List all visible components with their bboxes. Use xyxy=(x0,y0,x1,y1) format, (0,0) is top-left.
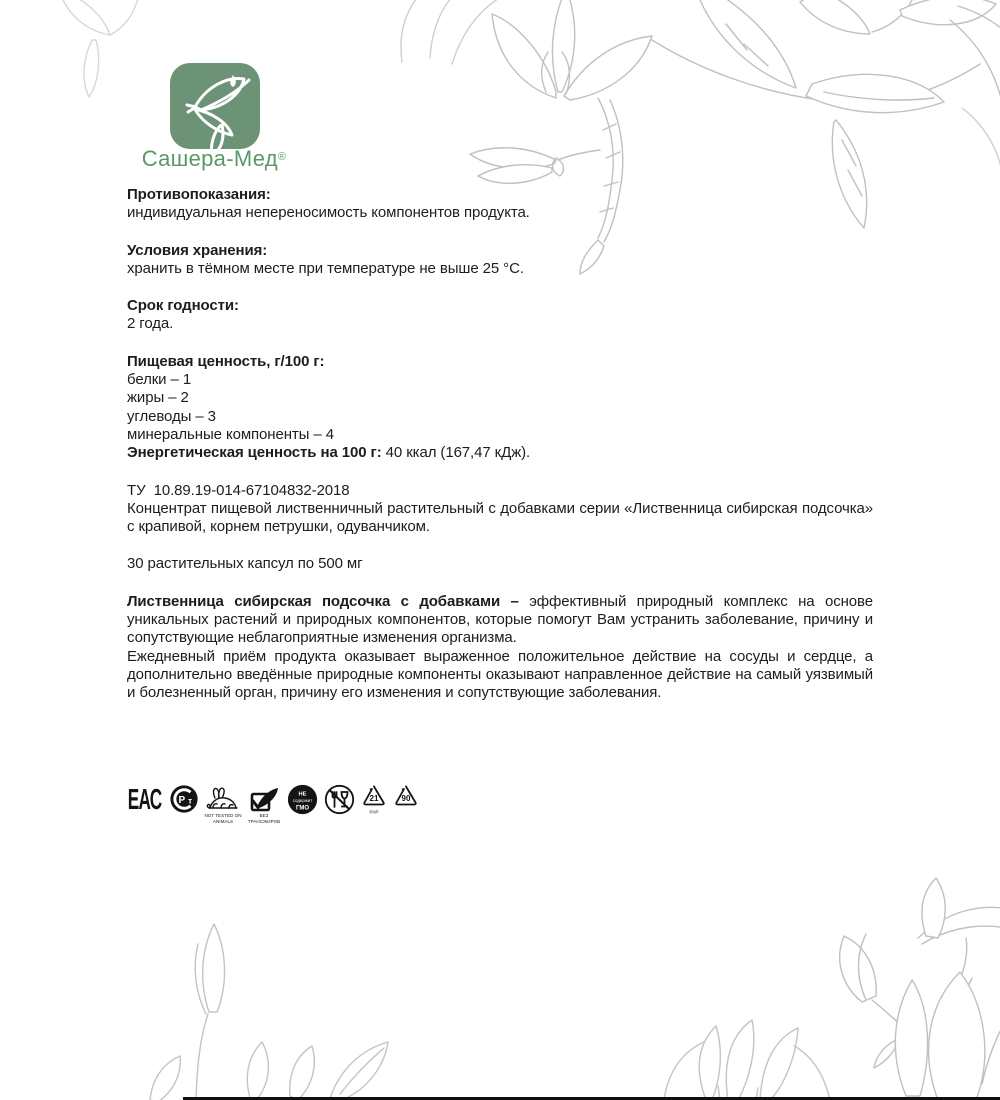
concentrate-description: Концентрат пищевой лиственничный растительный с добавками серии «Лиственница сибирская подсочка» с крапивой, корнем петрушки, одуванчиком. xyxy=(127,499,873,536)
brand-name-text: Сашера-Мед xyxy=(141,146,278,171)
recycling-code-90-icon xyxy=(393,782,419,816)
contraindications-body: индивидуальная непереносимость компонентов продукта. xyxy=(127,204,530,222)
recycle-21-number: 21 xyxy=(369,794,379,803)
contraindications-heading: Противопоказания: xyxy=(127,186,271,203)
rst-certification-icon xyxy=(169,784,199,814)
shelf-life-body: 2 года. xyxy=(127,315,174,333)
eac-letters: ЕАС xyxy=(128,781,162,816)
recycle-21-material: PAP xyxy=(369,810,379,816)
not-tested-on-animals-icon xyxy=(204,784,242,824)
energy-label: Энергетическая ценность на 100 г: xyxy=(127,444,382,462)
not-food-contact-icon xyxy=(324,784,355,815)
registered-trademark: ® xyxy=(277,151,287,163)
section-capsules xyxy=(127,555,873,573)
no-gmo-line1: НЕ xyxy=(298,791,307,797)
recycling-code-21-icon xyxy=(361,782,387,816)
label-text xyxy=(127,186,873,722)
brand-name xyxy=(142,146,287,172)
no-transfat-icon xyxy=(247,784,281,824)
floral-bottom-right xyxy=(840,878,1000,1100)
no-gmo-icon xyxy=(287,784,318,815)
floral-bottom-center xyxy=(664,1020,830,1100)
energy-value: 40 ккал (167,47 кДж). xyxy=(381,444,531,462)
shelf-life-heading: Срок годности: xyxy=(127,297,239,315)
capsules-count: 30 растительных капсул по 500 мг xyxy=(127,555,363,573)
certification-marks xyxy=(127,781,419,824)
rst-letter-p: Р xyxy=(178,795,186,806)
section-storage xyxy=(127,242,873,279)
rst-letter-t: т xyxy=(188,795,193,806)
no-transfat-caption: БЕЗ ТРАНСЖИРОВ xyxy=(247,813,281,824)
tu-number: ТУ 10.89.19-014-67104832-2018 xyxy=(127,481,350,499)
description-lead: Лиственница сибирская подсочка с добавками – xyxy=(127,592,530,610)
floral-top-left xyxy=(63,0,138,97)
description-paragraph-1 xyxy=(127,593,873,648)
no-gmo-line2: содержит xyxy=(292,797,313,803)
description-para1: эффективный природный комплекс на основе уникальных растений и природных компонентов, которые помогут Вам устранить заболевание, причину и сопутствующие неблагоприятные изменения организма. xyxy=(127,592,873,647)
nutrition-heading: Пищевая ценность, г/100 г: xyxy=(127,352,325,370)
section-contraindications xyxy=(127,186,873,223)
nutrition-item: жиры – 2 xyxy=(127,389,189,407)
storage-body: хранить в тёмном месте при температуре не выше 25 °С. xyxy=(127,259,524,277)
section-tu xyxy=(127,482,873,537)
recycle-90-number: 90 xyxy=(401,794,411,803)
nutrition-item: белки – 1 xyxy=(127,371,192,389)
section-nutrition xyxy=(127,353,873,463)
eac-mark-icon xyxy=(127,781,163,816)
floral-bottom-left xyxy=(150,924,388,1100)
nutrition-energy-line xyxy=(127,444,873,462)
section-shelf-life xyxy=(127,297,873,334)
nutrition-item: углеводы – 3 xyxy=(127,407,216,425)
section-description xyxy=(127,593,873,703)
nutrition-item: минеральные компоненты – 4 xyxy=(127,425,334,443)
not-tested-caption: NOT TESTED ON ANIMALS xyxy=(204,813,242,824)
no-gmo-line3: ГМО xyxy=(295,805,310,811)
brand-logo-bird-icon xyxy=(170,63,260,149)
brand-logo xyxy=(170,63,260,149)
description-paragraph-2: Ежедневный приём продукта оказывает выраженное положительное действие на сосуды и сердце, а дополнительно введённые природные компоненты оказывают направленное действие на самый уязвимый и болезненный орган, причину его изменения и сопутствующие заболевания. xyxy=(127,647,873,702)
storage-heading: Условия хранения: xyxy=(127,241,268,259)
